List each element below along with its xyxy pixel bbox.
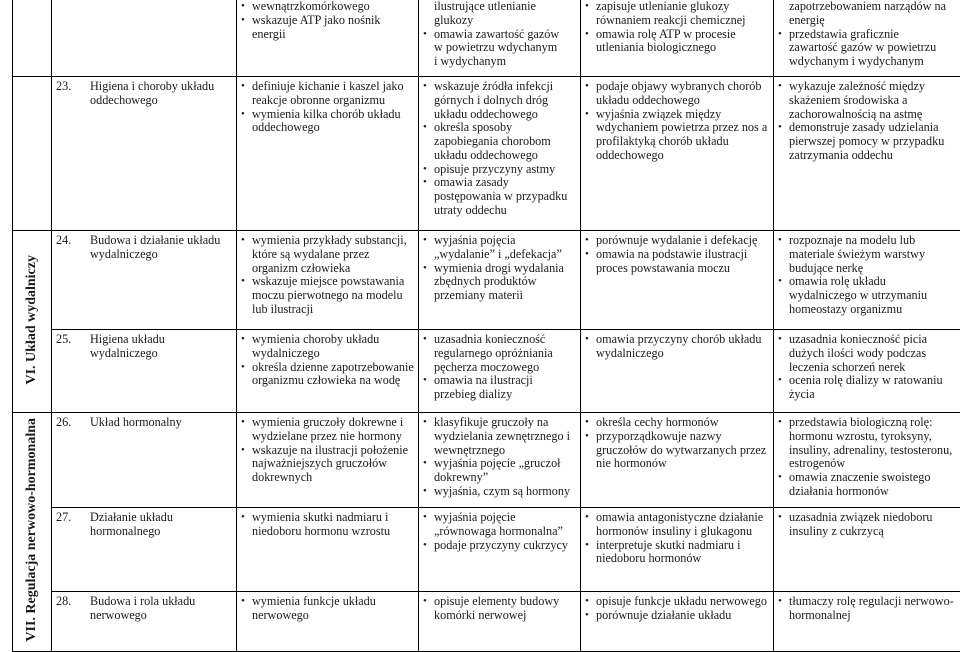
requirement-item: • wskazuje na ilustracji położenie najważniejszych gruczołów dokrewnych: [241, 444, 414, 485]
topic-number: 24.: [56, 234, 90, 262]
requirement-list: [778, 80, 956, 163]
requirement-list: [241, 511, 414, 539]
requirement-item: • wymienia drogi wydalania zbędnych produktów przemiany materii: [423, 262, 576, 303]
requirement-item: w powietrzu wdychanym: [423, 41, 576, 55]
topic-cell: [52, 508, 237, 592]
requirement-item: • wymienia funkcje układu nerwowego: [241, 595, 414, 623]
requirement-item: • wyjaśnia pojęcie „równowaga hormonalna”: [423, 511, 576, 539]
requirement-list: [241, 595, 414, 623]
requirement-cell: [774, 77, 960, 231]
requirement-item: • podaje przyczyny cukrzycy: [423, 539, 576, 553]
requirement-item: • wskazuje miejsce powstawania moczu pierwotnego na modelu lub ilustracji: [241, 275, 414, 316]
requirement-item: glukozy: [423, 14, 576, 28]
requirement-cell: [419, 330, 581, 413]
requirement-item: • ocenia rolę dializy w ratowaniu życia: [778, 374, 956, 402]
section-label-cell: [13, 0, 52, 77]
requirement-item: • wyjaśnia związek między wdychaniem powietrza przez nos a profilaktyką chorób układu oddechowego: [585, 108, 769, 163]
requirement-item: • wskazuje ATP jako nośnik: [241, 14, 414, 28]
requirement-list: [585, 416, 769, 471]
topic-number: 28.: [56, 595, 90, 623]
requirement-item: energię: [778, 14, 956, 28]
requirement-item: • porównuje działanie układu: [585, 609, 769, 623]
topic-cell: [52, 0, 237, 77]
requirement-item: równaniem reakcji chemicznej: [585, 14, 769, 28]
requirement-item: • wymienia kilka chorób układu oddechowego: [241, 108, 414, 136]
requirement-list: [423, 234, 576, 303]
requirement-item: • omawia na ilustracji przebieg dializy: [423, 374, 576, 402]
requirement-list: [241, 333, 414, 388]
requirement-item: zawartość gazów w powietrzu: [778, 41, 956, 55]
requirement-list: [241, 0, 414, 41]
requirement-item: • określa dzienne zapotrzebowanie organizmu człowieka na wodę: [241, 361, 414, 389]
table-row: [13, 231, 960, 330]
requirement-cell: [581, 0, 774, 77]
requirement-item: • rozpoznaje na modelu lub materiale świeżym warstwy budujące nerkę: [778, 234, 956, 275]
requirement-item: • porównuje wydalanie i defekację: [585, 234, 769, 248]
requirement-list: [585, 80, 769, 163]
topic-number: 25.: [56, 333, 90, 361]
requirement-item: • opisuje przyczyny astmy: [423, 163, 576, 177]
topic-number: 26.: [56, 416, 90, 430]
requirement-cell: [581, 330, 774, 413]
section-label: VII. Regulacja nerwowo-hormonalna: [24, 418, 40, 642]
topic-cell: [52, 231, 237, 330]
topic-name: Budowa i działanie układu wydalniczego: [90, 234, 232, 262]
requirement-item: • określa cechy hormonów: [585, 416, 769, 430]
requirement-item: • opisuje elementy budowy komórki nerwowej: [423, 595, 576, 623]
requirement-cell: [237, 508, 419, 592]
section-label-cell: [13, 231, 52, 413]
requirement-cell: [419, 0, 581, 77]
requirement-cell: [237, 77, 419, 231]
requirement-item: • wyjaśnia, czym są hormony: [423, 485, 576, 499]
requirement-list: [241, 416, 414, 485]
requirement-list: [585, 511, 769, 566]
requirement-cell: [419, 77, 581, 231]
curriculum-table: [12, 0, 960, 652]
requirement-list: [423, 416, 576, 499]
topic-cell: [52, 330, 237, 413]
topic-name: Układ hormonalny: [90, 416, 232, 430]
requirement-item: • wykazuje zależność między skażeniem środowiska a zachorowalnością na astmę: [778, 80, 956, 121]
requirement-list: [241, 234, 414, 317]
requirement-item: • klasyfikuje gruczoły na wydzielania zewnętrznego i wewnętrznego: [423, 416, 576, 457]
requirement-list: [778, 0, 956, 69]
requirement-item: • zapisuje utlenianie glukozy: [585, 0, 769, 14]
requirement-cell: [237, 413, 419, 508]
requirement-list: [423, 80, 576, 218]
section-label: VI. Układ wydalniczy: [24, 255, 40, 385]
requirement-item: • wymienia gruczoły dokrewne i wydzielane przez nie hormony: [241, 416, 414, 444]
section-label-cell: [13, 77, 52, 231]
requirement-list: [778, 333, 956, 402]
requirement-item: utleniania biologicznego: [585, 41, 769, 55]
requirement-cell: [581, 231, 774, 330]
requirement-item: • wymienia choroby układu wydalniczego: [241, 333, 414, 361]
requirement-item: • omawia antagonistyczne działanie hormonów insuliny i glukagonu: [585, 511, 769, 539]
topic-number: 23.: [56, 80, 90, 108]
topic-name: Higiena układu wydalniczego: [90, 333, 232, 361]
topic-cell: [52, 592, 237, 652]
requirement-item: • wymienia skutki nadmiaru i niedoboru hormonu wzrostu: [241, 511, 414, 539]
requirement-item: wdychanym i wydychanym: [778, 55, 956, 69]
requirement-list: [585, 595, 769, 623]
requirement-item: zapotrzebowaniem narządów na: [778, 0, 956, 14]
requirement-list: [778, 595, 956, 623]
requirement-cell: [581, 413, 774, 508]
requirement-list: [778, 416, 956, 499]
requirement-list: [585, 0, 769, 55]
requirement-cell: [419, 413, 581, 508]
requirement-item: • uzasadnia konieczność picia dużych ilości wody podczas leczenia schorzeń nerek: [778, 333, 956, 374]
requirement-item: • omawia przyczyny chorób układu wydalniczego: [585, 333, 769, 361]
requirement-cell: [237, 0, 419, 77]
requirement-item: • wskazuje źródła infekcji górnych i dolnych dróg układu oddechowego: [423, 80, 576, 121]
requirement-item: i wydychanym: [423, 55, 576, 69]
section-label-cell: [13, 413, 52, 652]
requirement-item: • omawia znaczenie swoistego działania hormonów: [778, 471, 956, 499]
requirement-cell: [581, 592, 774, 652]
requirement-cell: [774, 330, 960, 413]
requirement-item: • omawia na podstawie ilustracji proces powstawania moczu: [585, 248, 769, 276]
topic-name: Budowa i rola układu nerwowego: [90, 595, 232, 623]
requirement-cell: [581, 77, 774, 231]
requirement-cell: [237, 592, 419, 652]
requirement-cell: [581, 508, 774, 592]
requirement-cell: [774, 592, 960, 652]
requirement-list: [778, 234, 956, 317]
requirement-item: • wyjaśnia pojęcie „gruczoł dokrewny”: [423, 457, 576, 485]
topic-number: 27.: [56, 511, 90, 539]
topic-cell: [52, 77, 237, 231]
table-row: [13, 330, 960, 413]
topic-cell: [52, 413, 237, 508]
table-row: [13, 592, 960, 652]
topic-name: Higiena i choroby układu oddechowego: [90, 80, 232, 108]
requirement-item: • opisuje funkcje układu nerwowego: [585, 595, 769, 609]
requirement-item: • wymienia przykłady substancji, które są wydalane przez organizm człowieka: [241, 234, 414, 275]
requirement-item: • uzasadnia związek niedoboru insuliny z cukrzycą: [778, 511, 956, 539]
requirement-list: [423, 511, 576, 552]
requirement-item: • tłumaczy rolę regulacji nerwowo-hormonalnej: [778, 595, 956, 623]
requirement-cell: [237, 231, 419, 330]
requirement-list: [585, 333, 769, 361]
requirement-item: • omawia rolę ATP w procesie: [585, 28, 769, 42]
requirement-list: [423, 595, 576, 623]
topic-name: Działanie układu hormonalnego: [90, 511, 232, 539]
requirement-item: • omawia zasady postępowania w przypadku utraty oddechu: [423, 176, 576, 217]
requirement-item: • przedstawia biologiczną rolę: hormonu wzrostu, tyroksyny, insuliny, adrenaliny, testosteronu, estrogenów: [778, 416, 956, 471]
requirement-cell: [419, 231, 581, 330]
requirement-cell: [774, 231, 960, 330]
requirement-list: [241, 80, 414, 135]
requirement-cell: [419, 592, 581, 652]
requirement-list: [778, 511, 956, 539]
requirement-item: • omawia zawartość gazów: [423, 28, 576, 42]
requirement-item: • definiuje kichanie i kaszel jako reakcje obronne organizmu: [241, 80, 414, 108]
table-row: [13, 413, 960, 508]
requirement-cell: [237, 330, 419, 413]
requirement-item: • interpretuje skutki nadmiaru i niedoboru hormonów: [585, 539, 769, 567]
requirement-item: • wyjaśnia pojęcia „wydalanie” i „defekacja”: [423, 234, 576, 262]
requirement-item: energii: [241, 28, 414, 42]
requirement-item: • określa sposoby zapobiegania chorobom układu oddechowego: [423, 121, 576, 162]
requirement-item: • wewnątrzkomórkowego: [241, 0, 414, 14]
requirement-item: • przedstawia graficznie: [778, 28, 956, 42]
requirement-item: • przyporządkowuje nazwy gruczołów do wytwarzanych przez nie hormonów: [585, 430, 769, 471]
requirement-item: • omawia rolę układu wydalniczego w utrzymaniu homeostazy organizmu: [778, 275, 956, 316]
requirement-cell: [774, 0, 960, 77]
requirement-list: [423, 0, 576, 69]
table-row: [13, 77, 960, 231]
requirement-cell: [774, 413, 960, 508]
table-row: [13, 508, 960, 592]
table-row: [13, 0, 960, 77]
requirement-item: • podaje objawy wybranych chorób układu oddechowego: [585, 80, 769, 108]
requirement-list: [585, 234, 769, 275]
requirement-item: • demonstruje zasady udzielania pierwszej pomocy w przypadku zatrzymania oddechu: [778, 121, 956, 162]
requirement-list: [423, 333, 576, 402]
requirement-item: • uzasadnia konieczność regularnego opróżniania pęcherza moczowego: [423, 333, 576, 374]
requirement-item: ilustrujące utlenianie: [423, 0, 576, 14]
requirement-cell: [419, 508, 581, 592]
requirement-cell: [774, 508, 960, 592]
